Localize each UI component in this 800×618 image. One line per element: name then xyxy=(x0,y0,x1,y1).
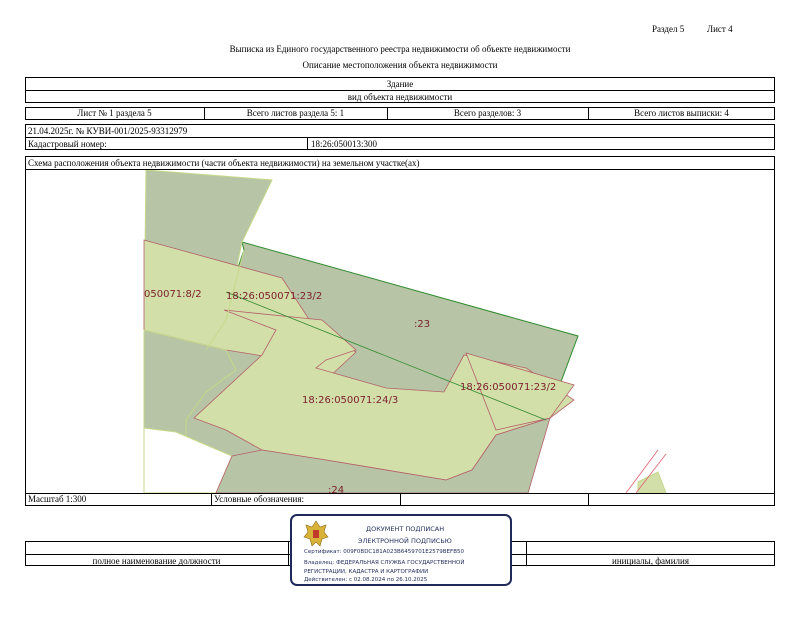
sheets-in-section: Всего листов раздела 5: 1 xyxy=(246,108,345,118)
divider xyxy=(588,493,589,506)
signed-line2: ЭЛЕКТРОННОЙ ПОДПИСЬЮ xyxy=(358,537,452,545)
sheet-no: Лист № 1 раздела 5 xyxy=(77,108,152,118)
label-24-3: 18:26:050071:24/3 xyxy=(302,395,399,406)
document-date-number: 21.04.2025г. № КУВИ-001/2025-93312979 xyxy=(28,126,188,136)
sheet-number: Лист 4 xyxy=(707,24,733,34)
cadastral-label: Кадастровый номер: xyxy=(28,139,107,149)
divider xyxy=(400,493,401,506)
object-type: Здание xyxy=(386,79,414,89)
sections-total: Всего разделов: 3 xyxy=(453,108,522,118)
divider xyxy=(25,137,775,138)
document-subtitle: Описание местоположения объекта недвижимости xyxy=(302,60,498,70)
divider xyxy=(25,90,775,91)
divider xyxy=(288,541,289,566)
label-23: :23 xyxy=(414,319,431,330)
valid-period: Действителен: с 02.08.2024 по 26.10.2025 xyxy=(304,577,428,583)
section-number: Раздел 5 xyxy=(652,24,685,34)
owner-line2: РЕГИСТРАЦИИ, КАДАСТРА И КАРТОГРАФИИ xyxy=(304,569,429,575)
name-caption: инициалы, фамилия xyxy=(612,556,689,566)
cadastral-map xyxy=(26,170,774,493)
cadastral-value: 18:26:050013:300 xyxy=(311,139,378,149)
label-23-2-top: 18:26:050071:23/2 xyxy=(226,291,323,302)
divider xyxy=(211,493,212,506)
legend-label: Условные обозначения: xyxy=(214,494,305,504)
label-24: :24 xyxy=(328,485,345,493)
label-8-2: 050071:8/2 xyxy=(144,289,202,300)
object-type-caption: вид объекта недвижимости xyxy=(347,92,453,102)
scheme-title: Схема расположения объекта недвижимости (части объекта недвижимости) на земельном участке(ах) xyxy=(28,158,420,168)
certificate: Сертификат: 009F0BDC181A023B6459701E2579BEFB50 xyxy=(304,549,464,555)
parcel-right-small xyxy=(638,472,666,493)
owner-line1: Владелец: ФЕДЕРАЛЬНАЯ СЛУЖБА ГОСУДАРСТВЕННОЙ xyxy=(304,560,465,566)
position-caption: полное наименование должности xyxy=(92,556,221,566)
label-23-2-right: 18:26:050071:23/2 xyxy=(460,382,557,393)
emblem-icon xyxy=(302,519,330,549)
electronic-signature-stamp xyxy=(290,514,512,586)
document-title: Выписка из Единого государственного реестра недвижимости об объекте недвижимости xyxy=(229,44,571,54)
sheets-total: Всего листов выписки: 4 xyxy=(634,108,729,118)
signed-line1: ДОКУМЕНТ ПОДПИСАН xyxy=(366,525,445,533)
divider xyxy=(307,137,308,150)
map-scale: Масштаб 1:300 xyxy=(28,494,87,504)
